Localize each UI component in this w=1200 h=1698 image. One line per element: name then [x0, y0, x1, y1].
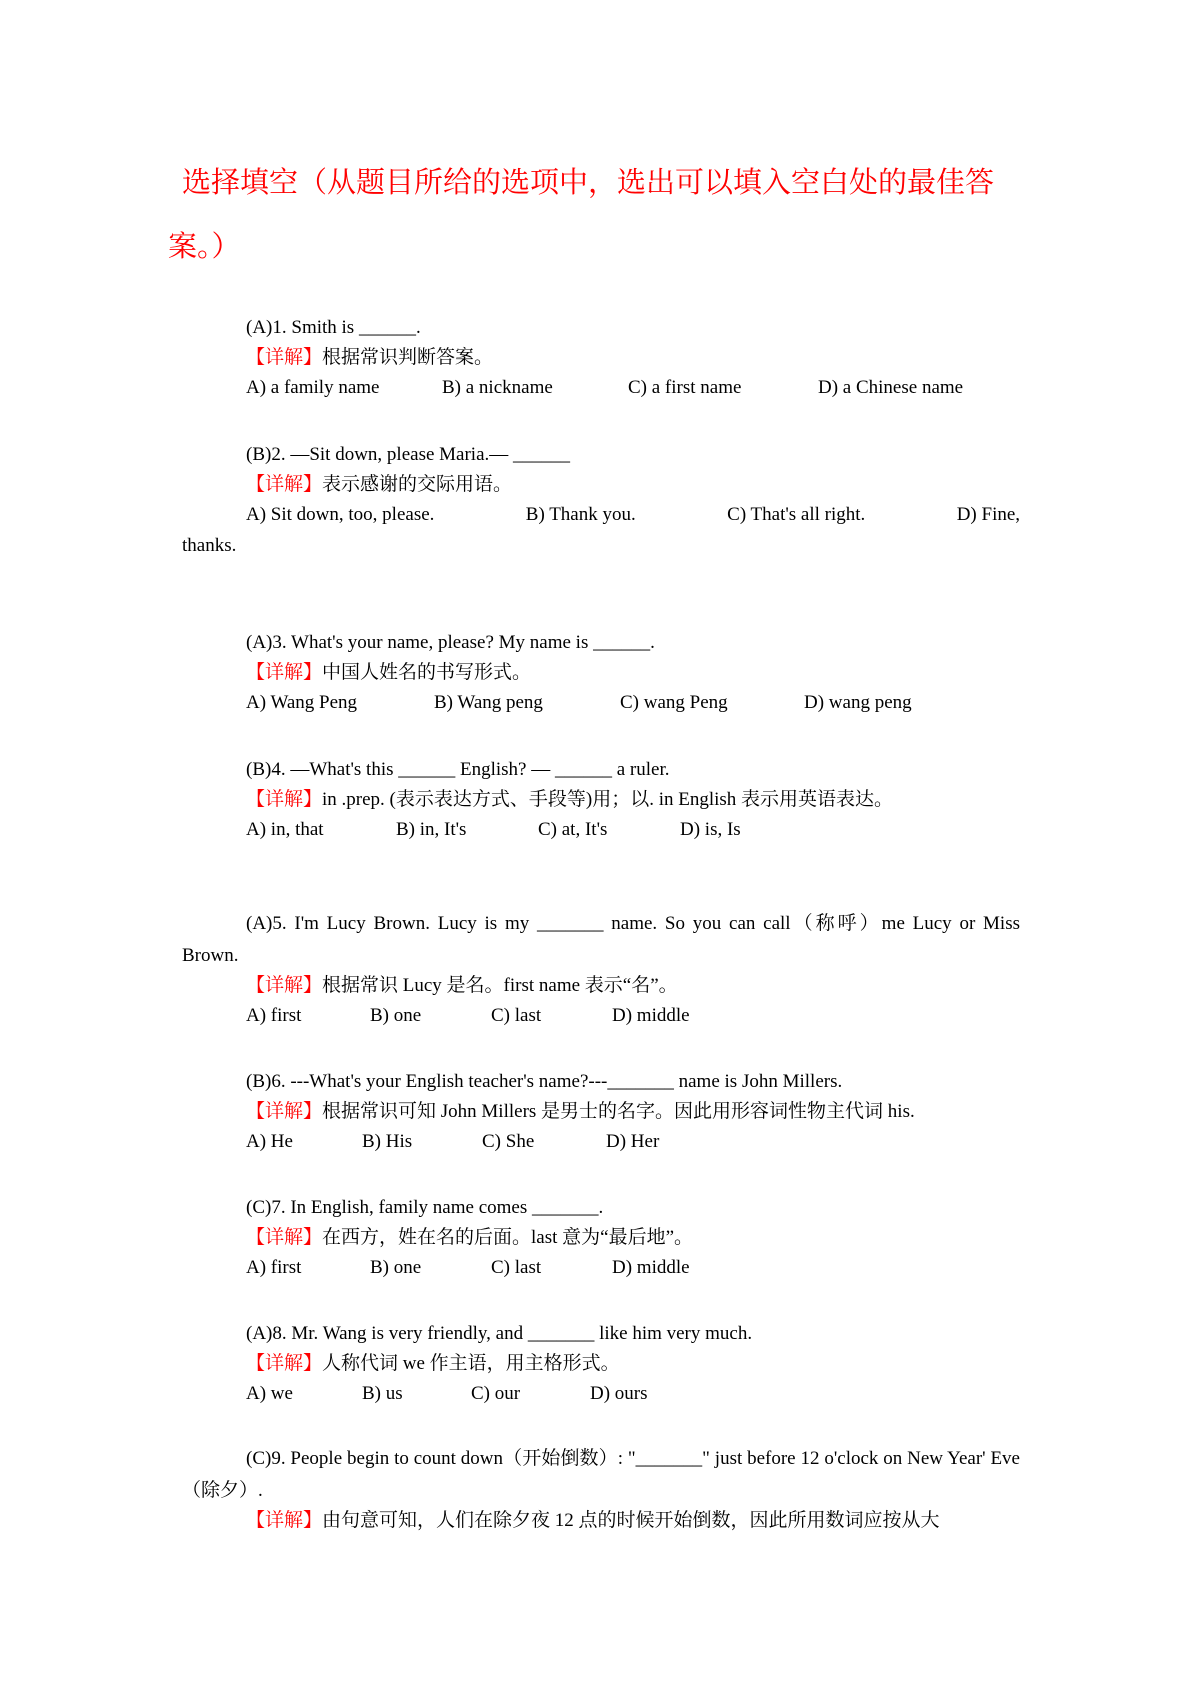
detail-text: 由句意可知，人们在除夕夜 12 点的时候开始倒数，因此所用数词应按从大 — [322, 1510, 940, 1531]
question-9 — [182, 1443, 1020, 1535]
question-4 — [182, 754, 1020, 846]
detail-text: 表示感谢的交际用语。 — [322, 474, 513, 495]
option-b: B) us — [362, 1383, 403, 1404]
detail-tag: 【详解】 — [246, 662, 323, 683]
question-8 — [182, 1318, 1020, 1410]
question-6 — [182, 1066, 1020, 1158]
question-stem: (C)9. People begin to count down（开始倒数）: "_______" just before 12 o'clock on New Year' Eve（除夕）. — [182, 1448, 1020, 1501]
option-a: A) first — [246, 1005, 302, 1026]
options-row — [182, 1252, 1020, 1284]
option-b: B) Wang peng — [434, 692, 543, 713]
options-row — [182, 687, 1020, 719]
question-detail — [182, 1507, 1020, 1535]
option-d: D) is, Is — [680, 819, 741, 840]
question-detail — [182, 1098, 1020, 1126]
option-a: A) He — [246, 1131, 293, 1152]
detail-text: 中国人姓名的书写形式。 — [322, 662, 532, 683]
detail-text: 在西方，姓在名的后面。last 意为“最后地”。 — [322, 1227, 694, 1248]
question-5 — [182, 908, 1020, 1032]
option-c: C) at, It's — [538, 819, 608, 840]
question-stem: (A)1. Smith is ______. — [246, 317, 421, 338]
option-d: D) ours — [590, 1383, 648, 1404]
detail-tag: 【详解】 — [246, 789, 323, 810]
question-detail — [182, 786, 1020, 814]
option-b: B) in, It's — [396, 819, 467, 840]
detail-text: 根据常识 Lucy 是名。first name 表示“名”。 — [322, 975, 678, 996]
option-b: B) one — [370, 1257, 422, 1278]
question-1 — [182, 312, 1020, 404]
question-stem: (B)4. —What's this ______ English? — ______ a ruler. — [246, 759, 670, 780]
detail-tag: 【详解】 — [246, 1353, 323, 1374]
detail-tag: 【详解】 — [246, 474, 323, 495]
question-7 — [182, 1192, 1020, 1284]
option-d: D) middle — [612, 1257, 690, 1278]
page-title: 选择填空（从题目所给的选项中，选出可以填入空白处的最佳答案。） — [168, 165, 995, 263]
option-d: D) wang peng — [804, 692, 912, 713]
options-wrap: thanks. — [182, 535, 237, 556]
option-b: B) a nickname — [442, 377, 553, 398]
option-a: A) in, that — [246, 819, 324, 840]
options-row — [182, 499, 1020, 531]
question-stem: (B)2. —Sit down, please Maria.— ______ — [246, 444, 571, 465]
question-detail — [182, 659, 1020, 687]
option-a: A) Wang Peng — [246, 692, 358, 713]
option-c: C) last — [491, 1257, 542, 1278]
options-row — [182, 814, 1020, 846]
question-detail — [182, 471, 1020, 499]
question-2 — [182, 439, 1020, 561]
options-row — [182, 1126, 1020, 1158]
option-a: A) we — [246, 1383, 293, 1404]
option-b: B) Thank you. — [525, 504, 636, 525]
option-d: D) Her — [606, 1131, 660, 1152]
option-d: D) a Chinese name — [818, 377, 964, 398]
options-row — [182, 372, 1020, 404]
option-d: D) middle — [612, 1005, 690, 1026]
option-b: B) His — [362, 1131, 413, 1152]
option-c: C) She — [482, 1131, 535, 1152]
question-stem: (A)5. I'm Lucy Brown. Lucy is my _______ name. So you can call（称呼）me Lucy or Miss Brown. — [182, 913, 1020, 966]
option-c: C) last — [491, 1005, 542, 1026]
detail-tag: 【详解】 — [246, 347, 323, 368]
option-a: A) first — [246, 1257, 302, 1278]
detail-text: 人称代词 we 作主语，用主格形式。 — [322, 1353, 620, 1374]
question-detail — [182, 344, 1020, 372]
option-d: D) Fine, — [956, 504, 1021, 525]
detail-tag: 【详解】 — [246, 1227, 323, 1248]
option-c: C) our — [471, 1383, 521, 1404]
options-row — [182, 1000, 1020, 1032]
question-stem: (C)7. In English, family name comes _______. — [246, 1197, 604, 1218]
detail-tag: 【详解】 — [246, 1101, 323, 1122]
options-row — [182, 1378, 1020, 1410]
option-b: B) one — [370, 1005, 422, 1026]
detail-tag: 【详解】 — [246, 975, 323, 996]
question-detail — [182, 1350, 1020, 1378]
question-stem: (A)3. What's your name, please? My name is ______. — [246, 632, 655, 653]
option-a: A) a family name — [246, 377, 380, 398]
detail-text: in .prep. (表示表达方式、手段等)用；以. in English 表示用英语表达。 — [322, 789, 894, 810]
detail-tag: 【详解】 — [246, 1510, 323, 1531]
question-3 — [182, 627, 1020, 719]
question-detail — [182, 1224, 1020, 1252]
option-c: C) a first name — [628, 377, 742, 398]
question-detail — [182, 972, 1020, 1000]
option-c: C) That's all right. — [727, 504, 866, 525]
option-a: A) Sit down, too, please. — [246, 504, 435, 525]
question-stem: (A)8. Mr. Wang is very friendly, and _______ like him very much. — [246, 1323, 753, 1344]
question-stem: (B)6. ---What's your English teacher's name?---_______ name is John Millers. — [246, 1071, 843, 1092]
option-c: C) wang Peng — [620, 692, 728, 713]
detail-text: 根据常识可知 John Millers 是男士的名字。因此用形容词性物主代词 his. — [322, 1101, 915, 1122]
detail-text: 根据常识判断答案。 — [322, 347, 494, 368]
